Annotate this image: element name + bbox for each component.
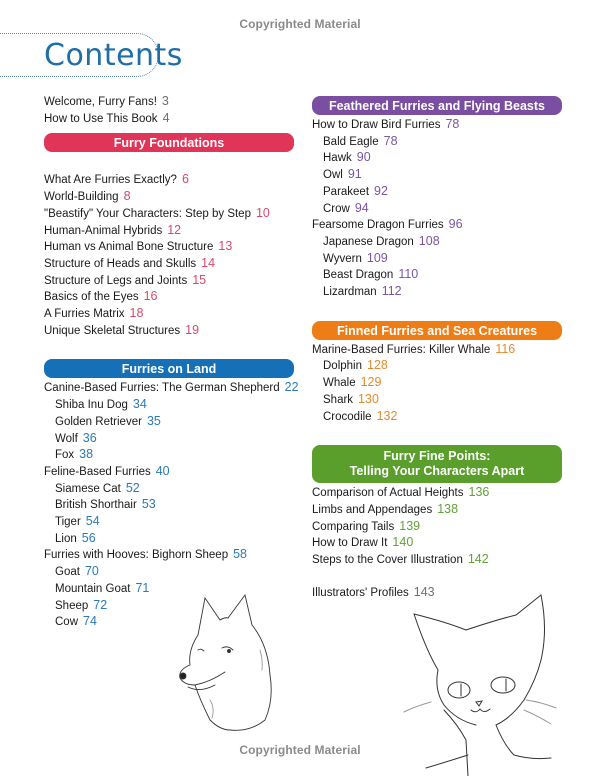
entry-page: 132 <box>376 408 398 423</box>
toc-entry[interactable] <box>44 289 294 306</box>
entry-page: 91 <box>347 167 362 182</box>
entry-page: 78 <box>445 117 460 131</box>
toc-entry[interactable] <box>44 94 294 111</box>
toc-entry[interactable] <box>44 172 294 189</box>
entry-label: Marine-Based Furries: Killer Whale <box>312 343 491 356</box>
entry-label: Furries with Hooves: Bighorn Sheep <box>44 549 229 562</box>
toc-entry[interactable] <box>44 464 294 481</box>
toc-subentry[interactable] <box>44 497 294 514</box>
dog-head-sketch-icon <box>170 590 280 735</box>
entry-label: Cow <box>55 616 79 629</box>
entry-label: Human vs Animal Bone Structure <box>44 241 214 254</box>
toc-entry[interactable] <box>44 206 294 223</box>
entry-page: 130 <box>358 391 379 406</box>
toc-subentry[interactable] <box>312 134 562 151</box>
entry-page: 35 <box>146 413 161 428</box>
entry-page: 136 <box>468 485 490 500</box>
entry-page: 71 <box>135 580 150 595</box>
entry-label: Canine-Based Furries: The German Shepherd <box>44 382 280 395</box>
entry-page: 72 <box>93 597 108 612</box>
entry-label: Fearsome Dragon Furries <box>312 219 444 232</box>
toc-entry[interactable] <box>44 256 294 273</box>
toc-subentry[interactable] <box>312 267 562 284</box>
entry-label: Owl <box>323 169 343 182</box>
entry-label: Shark <box>323 393 354 406</box>
toc-subentry[interactable] <box>44 447 294 464</box>
entry-label: Structure of Heads and Skulls <box>44 257 197 270</box>
entry-label: Comparison of Actual Heights <box>312 487 464 500</box>
toc-entry[interactable] <box>312 117 562 134</box>
toc-subentry[interactable] <box>312 150 562 167</box>
entry-label: How to Draw Bird Furries <box>312 119 441 131</box>
entry-page: 138 <box>437 501 459 516</box>
entry-page: 54 <box>85 514 100 529</box>
toc-entry[interactable] <box>44 223 294 240</box>
toc-subentry[interactable] <box>312 392 562 409</box>
toc-subentry[interactable] <box>44 531 294 548</box>
entry-page: 19 <box>185 322 200 337</box>
toc-subentry[interactable] <box>312 284 562 301</box>
header-line-1: Furry Fine Points: <box>383 449 491 464</box>
entry-page: 10 <box>255 205 270 220</box>
entry-label: Sheep <box>55 599 89 612</box>
entry-page: 110 <box>398 267 419 282</box>
entry-label: Crow <box>323 202 350 215</box>
entry-page: 109 <box>366 250 388 265</box>
entry-page: 56 <box>81 530 96 545</box>
entry-label: Steps to the Cover Illustration <box>312 554 463 567</box>
toc-entry[interactable] <box>44 380 299 397</box>
entry-page: 34 <box>132 397 147 412</box>
section-header-furry-fine-points <box>312 445 562 483</box>
entry-page: 140 <box>392 535 414 550</box>
entry-page: 78 <box>383 133 398 148</box>
entry-label: Comparing Tails <box>312 520 395 533</box>
toc-entry[interactable] <box>312 502 562 519</box>
entry-label: Japanese Dragon <box>323 235 414 248</box>
entry-label: Feline-Based Furries <box>44 465 151 478</box>
entry-label: "Beastify" Your Characters: Step by Step <box>44 207 251 220</box>
entry-page: 4 <box>162 110 170 125</box>
toc-entry[interactable] <box>44 306 294 323</box>
entry-label: Unique Skeletal Structures <box>44 324 181 337</box>
entry-page: 70 <box>84 564 99 579</box>
entry-page: 52 <box>125 480 140 495</box>
section-header-furries-on-land: Furries on Land <box>44 359 294 378</box>
toc-subentry[interactable] <box>312 184 562 201</box>
entry-page: 3 <box>161 94 169 108</box>
toc-entry[interactable] <box>312 485 562 502</box>
entry-page: 6 <box>181 172 189 187</box>
entry-page: 38 <box>79 447 94 462</box>
toc-subentry[interactable] <box>312 251 562 268</box>
toc-subentry[interactable] <box>312 201 562 218</box>
toc-subentry[interactable] <box>44 481 294 498</box>
toc-entry[interactable] <box>44 323 294 340</box>
toc-subentry[interactable] <box>312 358 562 375</box>
toc-subentry[interactable] <box>44 514 294 531</box>
entry-label: World-Building <box>44 191 119 204</box>
toc-subentry[interactable] <box>312 375 562 392</box>
entry-page: 108 <box>418 233 440 248</box>
entry-page: 143 <box>413 584 435 599</box>
entry-page: 15 <box>192 272 207 287</box>
entry-label: Goat <box>55 566 80 579</box>
entry-label: Wyvern <box>323 252 362 265</box>
toc-entry[interactable] <box>44 239 294 256</box>
toc-subentry[interactable] <box>44 431 294 448</box>
entry-label: Lizardman <box>323 286 377 299</box>
entry-label: Illustrators' Profiles <box>312 586 409 599</box>
entry-label: Welcome, Furry Fans! <box>44 96 157 108</box>
entry-label: Crocodile <box>323 410 372 423</box>
entry-label: Siamese Cat <box>55 482 121 495</box>
entry-label: Lion <box>55 532 77 545</box>
section-header-finned-furries: Finned Furries and Sea Creatures <box>312 321 562 340</box>
entry-label: Mountain Goat <box>55 582 131 595</box>
toc-entry[interactable] <box>44 547 294 564</box>
toc-entry[interactable] <box>44 111 294 128</box>
watermark-bottom: Copyrighted Material <box>239 743 361 757</box>
page-title: Contents <box>44 38 183 73</box>
entry-label: What Are Furries Exactly? <box>44 174 177 187</box>
toc-entry[interactable] <box>44 273 294 290</box>
toc-left-column <box>44 94 299 631</box>
entry-page: 16 <box>143 289 158 304</box>
entry-page: 40 <box>155 463 170 478</box>
entry-page: 22 <box>284 380 299 395</box>
entry-page: 58 <box>233 547 247 562</box>
toc-right-column <box>312 96 562 601</box>
entry-page: 14 <box>201 255 216 270</box>
toc-entry[interactable] <box>312 519 562 536</box>
entry-page: 96 <box>448 217 463 232</box>
toc-subentry[interactable] <box>44 414 294 431</box>
toc-entry[interactable] <box>44 189 294 206</box>
section-header-furry-foundations: Furry Foundations <box>44 133 294 152</box>
entry-page: 13 <box>218 239 233 254</box>
entry-label: Parakeet <box>323 185 370 198</box>
entry-page: 53 <box>141 497 156 512</box>
entry-page: 112 <box>381 284 402 299</box>
entry-label: Structure of Legs and Joints <box>44 274 188 287</box>
entry-page: 18 <box>129 306 144 321</box>
entry-label: Basics of the Eyes <box>44 291 139 304</box>
entry-label: British Shorthair <box>55 499 137 512</box>
toc-entry[interactable] <box>312 217 562 234</box>
entry-label: Human-Animal Hybrids <box>44 224 163 237</box>
entry-page: 139 <box>399 518 421 533</box>
entry-page: 142 <box>467 552 489 567</box>
section-header-feathered-furries: Feathered Furries and Flying Beasts <box>312 96 562 115</box>
toc-entry[interactable] <box>312 552 562 569</box>
entry-page: 74 <box>83 614 97 629</box>
watermark-top: Copyrighted Material <box>239 17 361 31</box>
entry-label: How to Use This Book <box>44 112 158 125</box>
entry-label: How to Draw It <box>312 537 388 550</box>
toc-subentry[interactable] <box>44 564 294 581</box>
entry-page: 128 <box>367 358 388 373</box>
entry-label: Dolphin <box>323 360 362 373</box>
entry-page: 36 <box>82 430 97 445</box>
toc-subentry[interactable] <box>312 167 562 184</box>
entry-label: Limbs and Appendages <box>312 503 433 516</box>
entry-page: 94 <box>354 200 369 215</box>
entry-page: 90 <box>356 150 371 165</box>
entry-label: Shiba Inu Dog <box>55 399 128 412</box>
entry-page: 12 <box>167 222 182 237</box>
entry-label: Tiger <box>55 516 81 529</box>
toc-entry[interactable] <box>312 535 562 552</box>
entry-label: Golden Retriever <box>55 415 142 428</box>
header-line-2: Telling Your Characters Apart <box>349 464 525 479</box>
entry-page: 116 <box>495 341 516 356</box>
toc-entry[interactable] <box>312 342 562 359</box>
entry-label: Hawk <box>323 152 352 165</box>
entry-page: 129 <box>360 375 382 390</box>
toc-subentry[interactable] <box>312 409 562 426</box>
toc-subentry[interactable] <box>44 397 294 414</box>
entry-page: 92 <box>374 183 388 198</box>
entry-label: Wolf <box>55 432 78 445</box>
entry-label: Bald Eagle <box>323 135 379 148</box>
entry-label: Fox <box>55 449 75 462</box>
entry-label: Whale <box>323 377 356 390</box>
entry-label: Beast Dragon <box>323 269 394 282</box>
entry-label: A Furries Matrix <box>44 308 125 321</box>
toc-subentry[interactable] <box>312 234 562 251</box>
entry-page: 8 <box>123 189 131 204</box>
